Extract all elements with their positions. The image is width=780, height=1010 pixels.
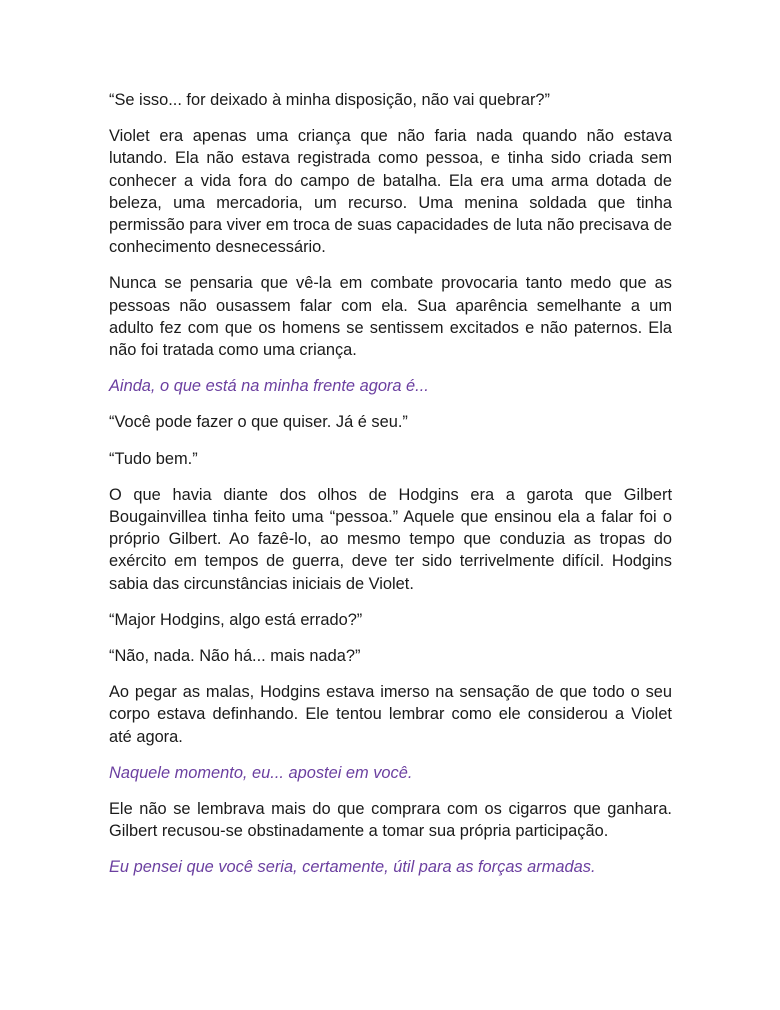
paragraph-2: Violet era apenas uma criança que não faria nada quando não estava lutando. Ela não estava registrada como pessoa, e tinha sido criada sem conhecer a vida fora do campo de batalha. Ela era uma arma dotada de beleza, uma mercadoria, um recurso. Uma menina soldada que tinha permissão para viver em troca de suas capacidades de luta não precisava de conhecimento desnecessário. — [109, 127, 672, 257]
paragraph-3: Nunca se pensaria que vê-la em combate provocaria tanto medo que as pessoas não ousassem falar com ela. Sua aparência semelhante a um adulto fez com que os homens se sentissem excitados e não paternos. Ela não foi tratada como uma criança. — [109, 274, 672, 360]
italic-thought-3: Eu pensei que você seria, certamente, útil para as forças armadas. — [109, 858, 596, 877]
paragraph-10: Ao pegar as malas, Hodgins estava imerso na sensação de que todo o seu corpo estava definhando. Ele tentou lembrar como ele considerou a Violet até agora. — [109, 683, 672, 746]
italic-thought-1: Ainda, o que está na minha frente agora é... — [109, 377, 429, 396]
paragraph-8: “Major Hodgins, algo está errado?” — [109, 610, 363, 629]
paragraph-9: “Não, nada. Não há... mais nada?” — [109, 647, 361, 666]
paragraph-5: “Você pode fazer o que quiser. Já é seu.” — [109, 413, 408, 432]
italic-thought-2: Naquele momento, eu... apostei em você. — [109, 763, 413, 782]
paragraph-6: “Tudo bem.” — [109, 449, 198, 468]
paragraph-12: Ele não se lembrava mais do que comprara com os cigarros que ganhara. Gilbert recusou-se obstinadamente a tomar sua própria participação. — [109, 800, 672, 841]
document-page — [109, 89, 672, 893]
paragraph-7: O que havia diante dos olhos de Hodgins era a garota que Gilbert Bougainvillea tinha feito uma “pessoa.” Aquele que ensinou ela a falar foi o próprio Gilbert. Ao fazê-lo, ao mesmo tempo que conduzia as tropas do exército em tempos de guerra, deve ter sido terrivelmente difícil. Hodgins sabia das circunstâncias iniciais de Violet. — [109, 485, 672, 593]
paragraph-1: “Se isso... for deixado à minha disposição, não vai quebrar?” — [109, 91, 550, 109]
